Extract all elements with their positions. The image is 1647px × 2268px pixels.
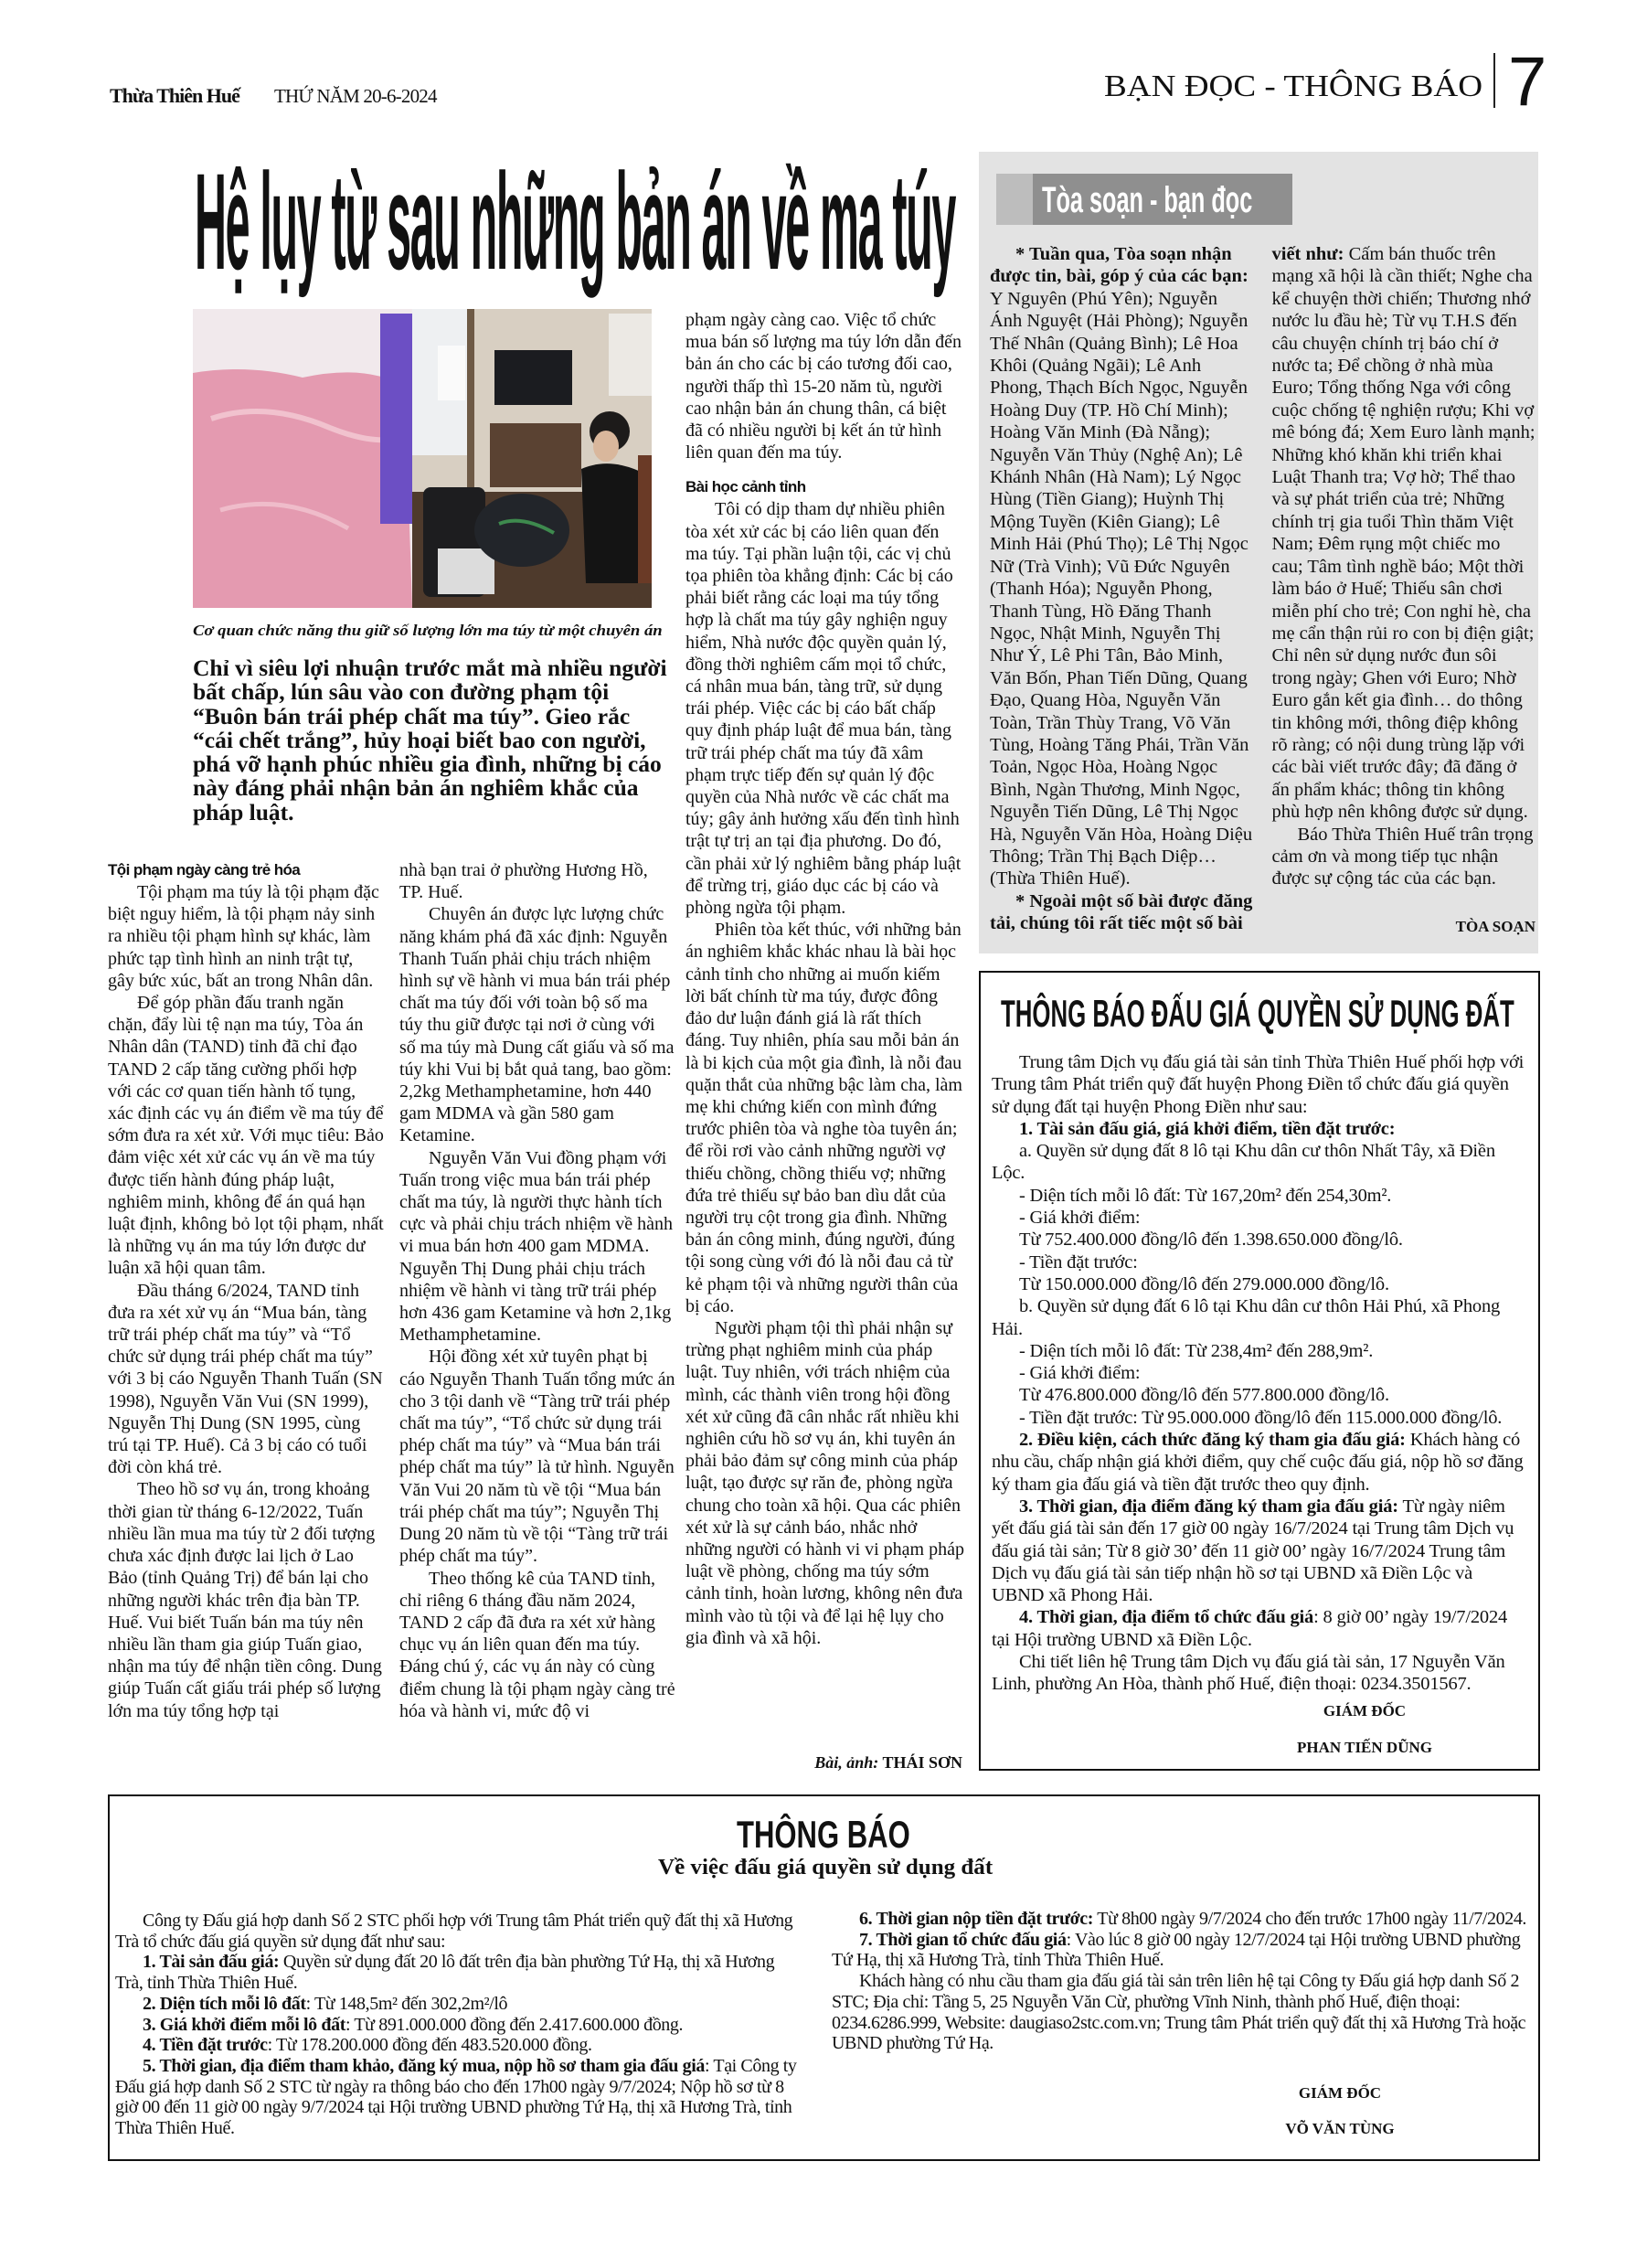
paragraph-text: nhà bạn trai ở phường Hương Hồ, TP. Huế.: [399, 860, 648, 903]
paragraph: [992, 1407, 1527, 1429]
article-column-1: [108, 859, 384, 1722]
paragraph: [108, 992, 384, 1280]
article-column-3: [685, 309, 964, 1649]
issue-date: THỨ NĂM 20-6-2024: [274, 85, 437, 107]
paragraph-text: Chuyên án được lực lượng chức năng khám phá đã xác định: Nguyễn Thanh Tuấn phải chịu trách nhiệm hình sự về hành vi mua bán trái phép chất ma túy đối với toàn bộ số ma túy thu giữ được tại nơi ở cùng với số ma túy mà Dung cất giấu và số ma túy khi Vui bị bắt quả tang, bao gồm: 2,2kg Methamphetamine, hơn 440 gam MDMA và gần 580 gam Ketamine.: [399, 904, 675, 1146]
paragraph: [115, 1994, 801, 2015]
paragraph-text: Đầu tháng 6/2024, TAND tỉnh đưa ra xét xử vụ án “Mua bán, tàng trữ trái phép chất ma túy” và “Tổ chức sử dụng trái phép chất ma túy” với 3 bị cáo Nguyễn Thanh Tuấn (SN 1998), Nguyễn Văn Vui (SN 1999), Nguyễn Thị Dung (SN 1995, cùng trú tại TP. Huế). Cả 3 bị cáo có tuổi đời còn khá trẻ.: [108, 1280, 383, 1478]
paragraph-text: Người phạm tội thì phải nhận sự trừng phạt nghiêm minh của pháp luật. Tuy nhiên, với trách nhiệm của mình, các thành viên trong hội đồng xét xử cũng đã cân nhắc rất nhiều khi nghiên cứu hồ sơ vụ án, khi tuyên án phải bảo đảm sự công minh của pháp luật, tạo được sự răn đe, phòng ngừa chung cho toàn xã hội. Qua các phiên xét xử là sự cảnh báo, nhắc nhở những người có hành vi vi phạm pháp luật về phòng, chống ma túy sớm cảnh tỉnh, hoàn lương, không nên đưa mình vào tù tội và để lại hệ lụy cho gia đình và xã hội.: [685, 1317, 964, 1648]
auction-notice-title-text: THÔNG BÁO ĐẤU GIÁ QUYỀN SỬ DỤNG ĐẤT: [1001, 992, 1514, 1035]
paragraph: [992, 1295, 1527, 1340]
readers-box-text: [990, 243, 1535, 940]
paragraph: [685, 1317, 964, 1649]
auction-notice-body: [992, 1051, 1527, 1696]
paragraph-text: - Tiền đặt trước: Từ 95.000.000 đồng/lô đến 115.000.000 đồng/lô.: [1019, 1407, 1503, 1428]
photo-caption: [193, 622, 663, 642]
rejected-list: Cấm bán thuốc trên mạng xã hội là cần thiết; Nghe cha kể chuyện thời chiến; Thương nhớ nước lu đầu hè; Từ vụ T.H.S đến câu chuyện chính trị báo chí ở nước ta; Để chồng ở nhà mùa Euro; Tổng thống Nga với công cuộc chống tệ nghiện rượu; Khi vợ mê bóng đá; Xem Euro lành mạnh; Những khó khăn khi triển khai Luật Thanh tra; Vợ hờ; Thể thao và sự phát triển của trẻ; Những chính trị gia tuổi Thìn thăm Việt Nam; Đêm rụng một chiếc mo cau; Tâm tình nghề báo; Một thời làm báo ở Huế; Thiếu sân chơi miễn phí cho trẻ; Con nghỉ hè, cha mẹ cẩn thận rủi ro con bị điện giật; Chỉ nên sử dụng nước đun sôi trong ngày; Ghen với Euro; Nhờ Euro gắn kết gia đình… do thông tin không mới, thông điệp không rõ ràng; có nội dung trùng lặp với các bài viết trước đây; đã đăng ở ấn phẩm khác; thông tin không phù hợp nên không được sử dụng.: [1271, 244, 1535, 823]
paragraph-text: Nguyễn Văn Vui đồng phạm với Tuấn trong việc mua bán trái phép chất ma túy, là người thực hành tích cực và phải chịu trách nhiệm về hành vi mua bán hơn 400 gam MDMA. Nguyễn Thị Dung phải chịu trách nhiệm về hành vi tàng trữ trái phép hơn 436 gam Ketamine và hơn 2,1kg Methamphetamine.: [399, 1147, 674, 1346]
paragraph: [115, 2035, 801, 2056]
land-notice-signer-name: VÕ VĂN TÙNG: [1285, 2120, 1395, 2137]
paragraph-text: Trung tâm Dịch vụ đấu giá tài sản tỉnh Thừa Thiên Huế phối hợp với Trung tâm Phát triển quỹ đất huyện Phong Điền tổ chức đấu giá quyền sử dụng đất tại huyện Phong Điền như sau:: [992, 1052, 1525, 1117]
paragraph: [399, 1568, 675, 1722]
land-notice-signer-title: GIÁM ĐỐC: [1298, 2084, 1382, 2102]
readers-box-title-text: Tòa soạn - bạn đọc: [1042, 180, 1253, 220]
paragraph-text: Chi tiết liên hệ Trung tâm Dịch vụ đấu giá tài sản, 17 Nguyễn Văn Linh, phường An Hòa, thành phố Huế, điện thoại: 0234.3501567.: [992, 1652, 1505, 1695]
paragraph-bold-lead: 6. Thời gian nộp tiền đặt trước:: [859, 1909, 1094, 1929]
land-notice-title-text: THÔNG BÁO: [737, 1813, 910, 1856]
paragraph-text: Để góp phần đấu tranh ngăn chặn, đẩy lùi tệ nạn ma túy, Tòa án Nhân dân (TAND) tỉnh đã chỉ đạo TAND 2 cấp tăng cường phối hợp với các cơ quan tiến hành tố tụng, xác định các vụ án điểm về ma túy để sớm đưa ra xét xử. Với mục tiêu: Bảo đảm việc xét xử các vụ án về ma túy được tiến hành đúng pháp luật, nghiêm minh, không để án quá hạn luật định, không bỏ lọt tội phạm, nhất là những vụ án ma túy lớn được dư luận xã hội quan tâm.: [108, 993, 384, 1279]
paragraph: [992, 1140, 1527, 1185]
paragraph-bold-lead: 2. Diện tích mỗi lô đất: [143, 1993, 306, 2014]
land-notice-right-column: [832, 1909, 1531, 2054]
paragraph-text: : Từ 891.000.000 đồng đến 2.417.600.000 đồng.: [345, 2014, 684, 2035]
paragraph-bold-lead: 7. Thời gian tổ chức đấu giá: [859, 1929, 1067, 1950]
auction-signer-name: PHAN TIẾN DŨNG: [1297, 1739, 1432, 1756]
paragraph: [399, 859, 675, 903]
paragraph-text: b. Quyền sử dụng đất 6 lô tại Khu dân cư thôn Hải Phú, xã Phong Hải.: [992, 1296, 1501, 1339]
paragraph: [992, 1651, 1527, 1696]
readers-contributors: [990, 243, 1254, 890]
byline-author: THÁI SƠN: [878, 1753, 962, 1772]
paragraph: [992, 1251, 1527, 1273]
paragraph-text: Từ 476.800.000 đồng/lô đến 577.800.000 đồng/lô.: [1019, 1385, 1389, 1406]
paragraph-text: : Từ 178.200.000 đồng đến 483.520.000 đồng.: [267, 2035, 592, 2056]
paragraph-text: Tội phạm ma túy là tội phạm đặc biệt nguy hiểm, là tội phạm nảy sinh ra nhiều tội phạm hình sự khác, làm phức tạp tình hình an ninh trật tự, gây bức xúc, bất an trong Nhân dân.: [108, 882, 379, 991]
land-notice-subtitle-text: Về việc đấu giá quyền sử dụng đất: [658, 1856, 994, 1879]
readers-box-title-accent: [996, 174, 1033, 225]
paragraph: [992, 1606, 1527, 1651]
paragraph-text: : Vào lúc 8 giờ 00 ngày 12/7/2024 tại Hội trường UBND phường Tứ Hạ, thị xã Hương Trà, tỉnh Thừa Thiên Huế.: [832, 1929, 1521, 1971]
paragraph: [115, 2056, 801, 2139]
paragraph: [992, 1051, 1527, 1118]
paragraph: [115, 2015, 801, 2036]
paragraph-text: Theo hồ sơ vụ án, trong khoảng thời gian từ tháng 6-12/2022, Tuấn nhiều lần mua ma túy từ 2 đối tượng chưa xác định được lai lịch ở Lao Bảo (tỉnh Quảng Trị) để bán lại cho những người khác trên địa bàn TP. Huế. Vui biết Tuấn bán ma túy nên nhiều lần tham gia giúp Tuấn giao, nhận ma túy để nhận tiền công. Dung giúp Tuấn cất giấu trái phép số lượng lớn ma túy tổng hợp tại: [108, 1479, 382, 1721]
section-title-text: BẠN ĐỌC - THÔNG BÁO: [1104, 69, 1483, 103]
article-headline-text: Hệ lụy từ sau những bản án về ma túy: [195, 144, 956, 298]
photo-caption-text: Cơ quan chức năng thu giữ số lượng lớn ma túy từ một chuyên án: [193, 622, 663, 639]
readers-box-title: [1042, 179, 1252, 221]
paragraph-text: : Tại Công ty Đấu giá hợp danh Số 2 STC từ ngày ra thông báo cho đến 17h00 ngày 9/7/2024; Nộp hồ sơ từ 8 giờ 00 đến 11 giờ 00 ngày 9/7/2024 tại Hội trường UBND phường Tứ Hạ, thị xã Hương Trà, tỉnh Thừa Thiên Huế.: [115, 2055, 797, 2139]
paragraph: [108, 1478, 384, 1721]
paragraph-text: Từ 150.000.000 đồng/lô đến 279.000.000 đồng/lô.: [1019, 1273, 1389, 1294]
paragraph: [992, 1384, 1527, 1406]
paragraph-bold-lead: 5. Thời gian, địa điểm tham khảo, đăng ký mua, nộp hồ sơ tham gia đấu giá: [143, 2055, 705, 2076]
section-title: [1104, 69, 1482, 106]
readers-signature: TÒA SOẠN: [1455, 917, 1535, 935]
article-byline: [685, 1753, 962, 1773]
paragraph-bold-lead: 1. Tài sản đấu giá:: [143, 1952, 280, 1973]
paragraph: [399, 1147, 675, 1347]
auction-notice-title: [1001, 993, 1514, 1035]
paragraph: [115, 1911, 801, 1952]
paragraph-text: - Tiền đặt trước:: [1019, 1251, 1138, 1272]
paragraph: [992, 1229, 1527, 1251]
paragraph-text: Công ty Đấu giá hợp danh Số 2 STC phối hợp với Trung tâm Phát triển quỹ đất thị xã Hương Trà tổ chức đấu giá quyền sử dụng đất như sau:: [115, 1911, 793, 1952]
paragraph-text: Theo thống kê của TAND tỉnh, chỉ riêng 6 tháng đầu năm 2024, TAND 2 cấp đã đưa ra xét xử hàng chục vụ án liên quan đến ma túy. Đáng chú ý, các vụ án này có cùng điểm chung là tội phạm ngày càng trẻ hóa và hành vi, mức độ vi: [399, 1568, 675, 1721]
paragraph-text: a. Quyền sử dụng đất 8 lô tại Khu dân cư thôn Nhất Tây, xã Điền Lộc.: [992, 1141, 1495, 1184]
paragraph-text: - Giá khởi điểm:: [1019, 1208, 1141, 1229]
article-lead: Chỉ vì siêu lợi nhuận trước mắt mà nhiều người bất chấp, lún sâu vào con đường phạm tội “Buôn bán trái phép chất ma túy”. Gieo rắc “cái chết trắng”, hủy hoại biết bao con người, phá vỡ hạnh phúc nhiều gia đình, những bị cáo này đáng phải nhận bản án nghiêm khắc của pháp luật.: [193, 655, 667, 825]
contributors-intro: * Tuần qua, Tòa soạn nhận được tin, bài, góp ý của các bạn:: [990, 244, 1249, 287]
land-notice-title: [737, 1814, 910, 1856]
paragraph: [992, 1118, 1527, 1140]
paragraph: [992, 1185, 1527, 1207]
paragraph: [685, 919, 964, 1317]
article-column-2: [399, 859, 675, 1722]
paragraph-bold-lead: 3. Thời gian, địa điểm đăng ký tham gia đấu giá:: [1019, 1496, 1398, 1517]
paragraph-text: Khách hàng có nhu cầu, chấp nhận giá khởi điểm, quy chế cuộc đấu giá, nộp hồ sơ đăng ký tham gia đấu giá và tiền đặt trước theo quy định.: [992, 1430, 1524, 1495]
article-photo: [193, 309, 652, 608]
paragraph: [108, 881, 384, 992]
paragraph-text: - Giá khởi điểm:: [1019, 1363, 1141, 1384]
paragraph: [992, 1429, 1527, 1496]
land-notice-left-column: [115, 1911, 801, 2139]
paragraph-text: Hội đồng xét xử tuyên phạt bị cáo Nguyễn Thanh Tuấn tổng mức án cho 3 tội danh về “Tàng trữ trái phép chất ma túy”, “Tổ chức sử dụng trái phép chất ma túy” và “Mua bán trái phép chất ma túy” là tử hình. Nguyễn Văn Vui 20 năm tù về tội “Mua bán trái phép chất ma túy”; Nguyễn Thị Dung 20 năm tù về tội “Tàng trữ trái phép chất ma túy”.: [399, 1347, 675, 1567]
paragraph: [832, 1909, 1531, 1930]
page-number: 7: [1508, 43, 1547, 121]
paragraph-text: - Diện tích mỗi lô đất: Từ 167,20m² đến 254,30m².: [1019, 1185, 1392, 1206]
paragraph-bold-lead: 1. Tài sản đấu giá, giá khởi điểm, tiền đặt trước:: [1019, 1118, 1396, 1139]
paragraph-text: Phiên tòa kết thúc, với những bản án nghiêm khắc khác nhau là bài học cảnh tỉnh cho những ai muốn kiếm lời bất chính từ ma túy, được đông đảo dư luận đánh giá là rất thích đáng. Tuy nhiên, phía sau mỗi bản án là bi kịch của một gia đình, là nỗi đau quặn thắt của những bậc làm cha, làm mẹ khi chứng kiến con mình đứng trước phiên tòa và nghe tòa tuyên án; để rồi rơi vào cảnh những người vợ thiếu chồng, chồng thiếu vợ; những đứa trẻ thiếu sự bảo ban dìu dắt của người trụ cột trong gia đình. Những bản án công minh, đúng người, đúng tội song cùng với đó là nỗi đau cả từ kẻ phạm tội và những người thân của bị cáo.: [685, 920, 962, 1316]
paragraph-bold-lead: 3. Giá khởi điểm mỗi lô đất: [143, 2014, 345, 2035]
paragraph: [832, 1971, 1531, 2054]
article-headline: [195, 144, 956, 298]
paragraph: [992, 1340, 1527, 1362]
photo-drug-seizure: [193, 309, 652, 608]
paragraph: [992, 1273, 1527, 1295]
paragraph: [108, 1280, 384, 1479]
paragraph: [399, 903, 675, 1146]
contributors-list: Y Nguyên (Phú Yên); Nguyễn Ánh Nguyệt (Hải Phòng); Nguyễn Thế Nhân (Quảng Bình); Lê Hoa Khôi (Quảng Ngãi); Lê Anh Phong, Thạch Bích Ngọc, Nguyễn Hoàng Duy (TP. Hồ Chí Minh); Hoàng Văn Minh (Đà Nẵng); Nguyễn Văn Thủy (Nghệ An); Lê Khánh Nhân (Hà Nam); Lý Ngọc Hùng (Tiền Giang); Huỳnh Thị Mộng Tuyền (Kiên Giang); Lê Minh Hải (Phú Thọ); Lê Thị Ngọc Nữ (Trà Vinh); Vũ Đức Nguyên (Thanh Hóa); Nguyễn Phong, Thanh Tùng, Hồ Đăng Thanh Ngọc, Nhật Minh, Nguyễn Thị Như Ý, Lê Phi Tân, Bảo Minh, Văn Bốn, Phan Tiến Dũng, Quang Đạo, Quang Hòa, Nguyễn Văn Toàn, Trần Thùy Trang, Võ Văn Tùng, Hoàng Tăng Phái, Trần Văn Toản, Ngọc Hòa, Hoàng Ngọc Bình, Ngàn Thương, Minh Ngọc, Nguyễn Tiến Dũng, Lê Thị Ngọc Hà, Nguyễn Văn Hòa, Hoàng Diệu Thông; Trần Thị Bạch Diệp… (Thừa Thiên Huế).: [990, 288, 1253, 889]
auction-signer-title: GIÁM ĐỐC: [1323, 1702, 1407, 1720]
subheading: Bài học cảnh tỉnh: [685, 478, 806, 496]
paragraph-bold-lead: 2. Điều kiện, cách thức đăng ký tham gia đấu giá:: [1019, 1430, 1406, 1451]
paragraph-text: Từ 752.400.000 đồng/lô đến 1.398.650.000 đồng/lô.: [1019, 1230, 1403, 1251]
paragraph: [992, 1362, 1527, 1384]
paragraph-bold-lead: 4. Tiền đặt trước: [143, 2035, 268, 2056]
paragraph: [685, 498, 964, 919]
byline-label: Bài, ảnh:: [814, 1753, 879, 1772]
paragraph-text: : 8 giờ 00’ ngày 19/7/2024 tại Hội trường UBND xã Điền Lộc.: [992, 1607, 1508, 1650]
paragraph: [399, 1346, 675, 1567]
readers-thanks: Báo Thừa Thiên Huế trân trọng cảm ơn và mong tiếp tục nhận được sự cộng tác của các bạn.: [1271, 824, 1534, 889]
paragraph: [992, 1496, 1527, 1606]
paper-name: Thừa Thiên Huế: [110, 84, 239, 107]
paragraph: [115, 1952, 801, 1993]
paragraph: [992, 1207, 1527, 1229]
paragraph: [685, 309, 964, 463]
rejected-intro: * Ngoài một số bài được đăng tải, chúng tôi rất tiếc một số bài viết như:: [990, 244, 1344, 934]
land-notice-subtitle: [658, 1856, 993, 1881]
paragraph-text: phạm ngày càng cao. Việc tổ chức mua bán số lượng ma túy lớn dẫn đến bản án cho các bị cáo tương đối cao, người thấp thì 15-20 năm tù, người cao nhận bản án chung thân, cá biệt đã có nhiều người bị kết án tử hình liên quan đến ma túy.: [685, 310, 962, 463]
paragraph-text: Từ ngày niêm yết đấu giá tài sản đến 17 giờ 00 ngày 16/7/2024 tại Trung tâm Dịch vụ đấu giá tài sản; Từ 8 giờ 30’ đến 11 giờ 00’ ngày 16/7/2024 Trung tâm Dịch vụ đấu giá tài sản tiếp nhận hồ sơ tại UBND xã Điền Lộc và UBND xã Phong Hải.: [992, 1496, 1514, 1606]
paragraph-text: Từ 8h00 ngày 9/7/2024 cho đến trước 17h00 ngày 11/7/2024.: [1093, 1909, 1527, 1929]
paragraph-text: Quyền sử dụng đất 20 lô đất trên địa bàn phường Tứ Hạ, thị xã Hương Trà, tỉnh Thừa Thiên Huế.: [115, 1952, 775, 1994]
paragraph-text: - Diện tích mỗi lô đất: Từ 238,4m² đến 288,9m².: [1019, 1340, 1374, 1361]
paragraph-text: : Từ 148,5m² đến 302,2m²/lô: [305, 1993, 508, 2014]
paragraph-text: Khách hàng có nhu cầu tham gia đấu giá tài sản trên liên hệ tại Công ty Đấu giá hợp danh Số 2 STC; Địa chỉ: Tầng 5, 25 Nguyễn Văn Cừ, phường Vĩnh Ninh, thành phố Huế, điện thoại: 0234.6286.999, Website: daugiaso2stc.com.vn; Trung tâm Phát triển quỹ đất thị xã Hương Trà hoặc UBND phường Tứ Hạ.: [832, 1971, 1526, 2054]
paragraph: [832, 1930, 1531, 1971]
paragraph-text: Tôi có dịp tham dự nhiều phiên tòa xét xử các bị cáo liên quan đến ma túy. Tại phần luận tội, các vị chủ tọa phiên tòa khẳng định: Các bị cáo phải biết rằng các loại ma túy tổng hợp là chất ma túy gây nghiện nguy hiểm, Nhà nước độc quyền quản lý, đồng thời nghiêm cấm mọi tổ chức, cá nhân mua bán, tàng trữ, sử dụng trái phép. Việc các bị cáo bất chấp quy định pháp luật để mua bán, tàng trữ trái phép chất ma túy đã xâm phạm trực tiếp đến sự quản lý độc quyền của Nhà nước về các chất ma túy; gây ảnh hưởng xấu đến tình hình trật tự trị an tại địa phương. Do đó, cần phải xử lý nghiêm bằng pháp luật để trừng trị, giáo dục các bị cáo và phòng ngừa tội phạm.: [685, 499, 962, 919]
subheading: Tội phạm ngày càng trẻ hóa: [108, 861, 301, 878]
paragraph-bold-lead: 4. Thời gian, địa điểm tổ chức đấu giá: [1019, 1607, 1314, 1628]
header-divider: [1493, 53, 1495, 108]
